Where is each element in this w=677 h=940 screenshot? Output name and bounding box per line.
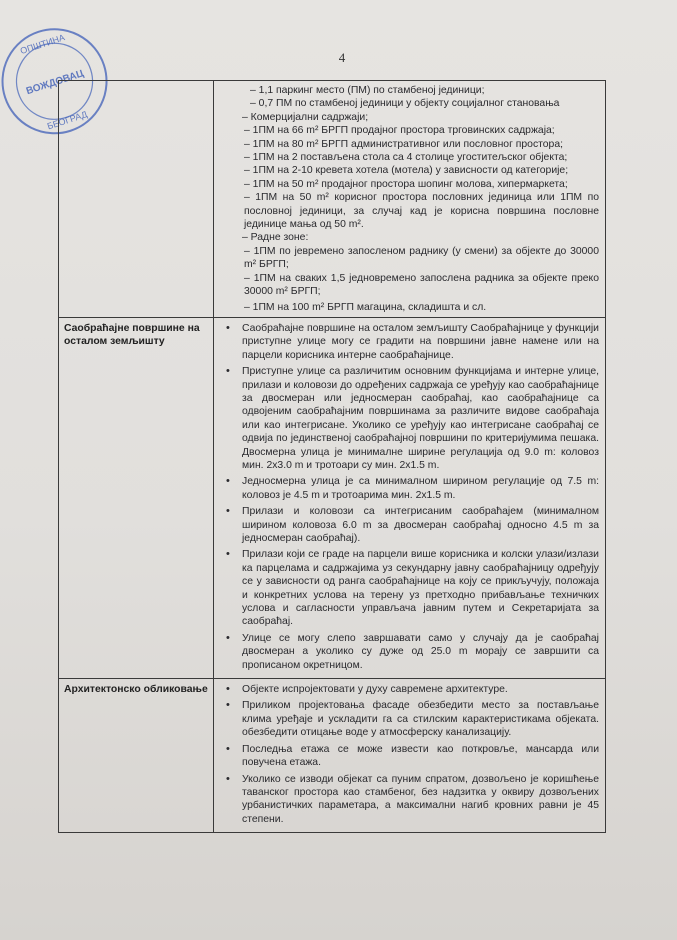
parking-line: – 1ПМ на 100 m² БРГП магацина, складишта и сл. [244, 301, 487, 313]
parking-line: – 1ПМ по јевремено запосленом раднику (у смени) за објекте до 30000 m² БРГП; [244, 245, 599, 271]
list-item: • Прилази и коловози са интегрисаним саобраћајем (минималном ширином коловоза 6.0 m за двосмеран саобраћај односно 4.5 m за једносмеран саобраћај). [220, 505, 599, 545]
list-item: • Последња етажа се може извести као поткровље, мансарда или повучена етажа. [220, 743, 599, 770]
parking-line: – 1ПМ на 80 m² БРГП административног или пословног простора; [244, 138, 564, 150]
list-item: • Саобраћајне површине на осталом земљишту Саобраћајнице у функцији приступне улице могу се градити на површини јавне намене или на парцели корисника интерне саобраћајнице. [220, 322, 599, 362]
parking-line: – 1ПМ на 66 m² БРГП продајног простора трговинских садржаја; [244, 125, 555, 137]
list-item: • Уколико се изводи објекат са пуним спратом, дозвољено је коришћење таванског простора као стамбеног, без надзитка у оквиру дозвољених урбанистичких параметара, а максимални нагиб кровних равни је 45 степени. [220, 773, 599, 827]
row-label-traffic: Саобраћајне површине на осталом земљишту [59, 317, 214, 678]
stamp-text-top: ОПШТИНА [18, 32, 66, 57]
traffic-bullets [220, 322, 599, 672]
parking-line: – Радне зоне: [242, 232, 309, 244]
parking-line: – 1,1 паркинг место (ПМ) по стамбеној јединици; [250, 85, 485, 96]
table-row-traffic [59, 317, 606, 678]
list-item: • Приликом пројектовања фасаде обезбедити место за постављање клима уређаје и ускладити га са стилским карактеристикама објеката. обезбедити отицање воде у атмосферску канализацију. [220, 699, 599, 739]
parking-line: – Комерцијални садржаји; [242, 111, 369, 123]
stamp-text-middle: ВОЖДОВАЦ [24, 68, 86, 98]
row-label-architecture: Архитектонско обликовање [59, 679, 214, 833]
parking-line: – 1ПМ на 2 постављена стола са 4 столице угоститељског објекта; [244, 152, 568, 164]
list-item: • Улице се могу слепо завршавати само у случају да је саобраћај двосмеран а уколико су дуже од 25.0 m морају се завршити са прописаном окретницом. [220, 632, 599, 672]
stamp-text-bottom: БЕОГРАД [45, 109, 89, 132]
regulations-table [58, 80, 606, 833]
list-item: • Приступне улице са различитим основним функцијама и интерне улице, прилази и коловози до одређених садржаја се уређују као саобраћајнице за двосмеран или једносмеран саобраћај, као саобраћајнице са одвојеним саобраћајним површинама за различите видове саобраћаја или као интегрисане. Уколико се уређују као интегрисане саобраћај се одвија по јединственој саобраћајној површини по критеријумима пешака. Двосмерна улица је минималне ширине регулација од 9.0 m: коловоз мин. 2x3.0 m и тротоари су мин. 2x1.5 m. [220, 365, 599, 472]
parking-line: – 0,7 ПМ по стамбеној јединици у објекту социјалног становања [250, 98, 560, 110]
parking-line: – 1ПМ на 50 m² корисног простора пословних јединица или 1ПМ по пословној јединици, за случај кад је корисна површина пословне јединице мања од 50 m². [244, 192, 599, 231]
list-item: • Једносмерна улица је са минималном ширином регулације од 7.5 m: коловоз је 4.5 m и тротоарима мин. 2x1.5 m. [220, 475, 599, 502]
table-row-parking [59, 81, 606, 318]
list-item: • Објекте испројектовати у духу савремене архитектуре. [220, 683, 599, 696]
table-row-architecture [59, 679, 606, 833]
architecture-cell [214, 679, 606, 833]
architecture-bullets [220, 683, 599, 826]
parking-line: – 1ПМ на сваких 1,5 једновремено запослена радника за објекте преко 30000 m² БРГП; [244, 272, 599, 298]
parking-norms-cell [214, 81, 606, 318]
parking-line: – 1ПМ на 2-10 кревета хотела (мотела) у зависности од категорије; [244, 165, 569, 177]
parking-line: – 1ПМ на 50 m² продајног простора шопинг молова, хипермаркета; [244, 178, 568, 190]
row-label-parking [59, 81, 214, 318]
page-number: 4 [338, 50, 346, 65]
traffic-cell [214, 317, 606, 678]
list-item: • Прилази који се граде на парцели више корисника и колски улази/излази ка парцелама и садржајима уз секундарну јавну саобраћајницу одређују се у зависности од ранга саобраћајнице на коју се прикључују, положаја и конкретних услова на терену уз претходно прибављање техничких услова и сагласности управљача јавним путем и Секретаријата за саобраћај. [220, 548, 599, 628]
